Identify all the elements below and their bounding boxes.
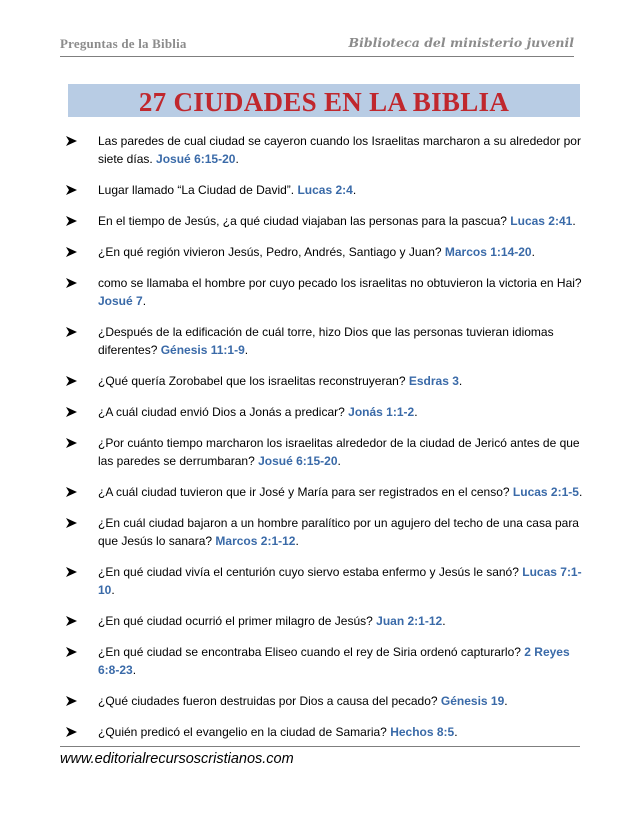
arrow-bullet-icon bbox=[66, 136, 77, 146]
scripture-reference: Marcos 2:1-12 bbox=[215, 534, 296, 548]
question-text: Las paredes de cual ciudad se cayeron cuando los Israelitas marcharon a su alrededor por siete días. bbox=[98, 134, 581, 166]
question-item bbox=[66, 372, 586, 390]
question-item bbox=[66, 643, 586, 679]
reference-end: . bbox=[142, 294, 147, 308]
question-text: ¿En cuál ciudad bajaron a un hombre paralítico por un agujero del techo de una casa para que Jesús lo sanara? bbox=[98, 516, 579, 548]
question-item bbox=[66, 514, 586, 550]
question-item bbox=[66, 403, 586, 421]
scripture-reference: Lucas 2:1-5 bbox=[512, 485, 579, 499]
question-item bbox=[66, 274, 586, 310]
scripture-reference: Lucas 7:1-10 bbox=[98, 565, 582, 597]
scripture-reference: Génesis 19 bbox=[440, 694, 505, 708]
scripture-reference: Génesis 11:1-9 bbox=[160, 343, 245, 357]
reference-end: . bbox=[442, 614, 446, 628]
reference-end: . bbox=[111, 583, 115, 597]
arrow-bullet-icon bbox=[66, 407, 77, 417]
reference-end: . bbox=[244, 343, 249, 357]
question-text: ¿Qué ciudades fueron destruidas por Dios a causa del pecado? bbox=[98, 694, 438, 708]
reference-end: . bbox=[454, 725, 458, 739]
scripture-reference: Hechos 8:5 bbox=[390, 725, 455, 739]
question-item bbox=[66, 612, 586, 630]
scripture-reference: Lucas 2:4 bbox=[297, 183, 353, 197]
question-text: ¿Quién predicó el evangelio en la ciudad de Samaria? bbox=[98, 725, 387, 739]
question-text: Lugar llamado “La Ciudad de David”. bbox=[98, 183, 295, 197]
scripture-reference: Josué 6:15-20 bbox=[258, 454, 338, 468]
arrow-bullet-icon bbox=[66, 185, 77, 195]
reference-end: . bbox=[504, 694, 508, 708]
scripture-reference: Lucas 2:41 bbox=[510, 214, 573, 228]
arrow-bullet-icon bbox=[66, 376, 77, 386]
question-text: ¿En qué ciudad ocurrió el primer milagro de Jesús? bbox=[98, 614, 373, 628]
question-text: ¿Por cuánto tiempo marcharon los israelitas alrededor de la ciudad de Jericó antes de que las paredes se derrumbaran? bbox=[98, 436, 580, 468]
reference-end: . bbox=[337, 454, 341, 468]
question-text: como se llamaba el hombre por cuyo pecado los israelitas no obtuvieron la victoria en Hai? bbox=[98, 276, 582, 290]
question-item bbox=[66, 323, 586, 359]
reference-end: . bbox=[132, 663, 137, 677]
question-item bbox=[66, 212, 586, 230]
title-banner bbox=[68, 84, 580, 117]
page-footer bbox=[60, 746, 580, 767]
reference-end: . bbox=[578, 485, 583, 499]
arrow-bullet-icon bbox=[66, 487, 77, 497]
reference-end: . bbox=[572, 214, 576, 228]
scripture-reference: Josué 7 bbox=[98, 294, 143, 308]
arrow-bullet-icon bbox=[66, 518, 77, 528]
question-item bbox=[66, 483, 586, 501]
scripture-reference: Marcos 1:14-20 bbox=[444, 245, 532, 259]
reference-end: . bbox=[352, 183, 357, 197]
question-text: ¿En qué ciudad vivía el centurión cuyo siervo estaba enfermo y Jesús le sanó? bbox=[98, 565, 519, 579]
question-text: ¿A cuál ciudad tuvieron que ir José y María para ser registrados en el censo? bbox=[98, 485, 510, 499]
header-right-title: Biblioteca del ministerio juvenil bbox=[348, 35, 574, 50]
scripture-reference: Juan 2:1-12 bbox=[376, 614, 443, 628]
question-item bbox=[66, 243, 586, 261]
question-item bbox=[66, 132, 586, 168]
arrow-bullet-icon bbox=[66, 616, 77, 626]
question-item bbox=[66, 181, 586, 199]
question-item bbox=[66, 692, 586, 710]
reference-end: . bbox=[235, 152, 239, 166]
arrow-bullet-icon bbox=[66, 216, 77, 226]
arrow-bullet-icon bbox=[66, 438, 77, 448]
arrow-bullet-icon bbox=[66, 567, 77, 577]
reference-end: . bbox=[295, 534, 299, 548]
arrow-bullet-icon bbox=[66, 727, 77, 737]
question-text: En el tiempo de Jesús, ¿a qué ciudad viajaban las personas para la pascua? bbox=[98, 214, 507, 228]
scripture-reference: Jonás 1:1-2 bbox=[348, 405, 415, 419]
question-text: ¿En qué región vivieron Jesús, Pedro, Andrés, Santiago y Juan? bbox=[98, 245, 442, 259]
question-item bbox=[66, 563, 586, 599]
question-text: ¿Qué quería Zorobabel que los israelitas reconstruyeran? bbox=[98, 374, 406, 388]
arrow-bullet-icon bbox=[66, 647, 77, 657]
question-list bbox=[66, 132, 586, 754]
question-item bbox=[66, 723, 586, 741]
reference-end: . bbox=[531, 245, 535, 259]
reference-end: . bbox=[414, 405, 418, 419]
question-text: ¿A cuál ciudad envió Dios a Jonás a predicar? bbox=[98, 405, 345, 419]
question-text: ¿En qué ciudad se encontraba Eliseo cuando el rey de Siria ordenó capturarlo? bbox=[98, 645, 521, 659]
question-text: ¿Después de la edificación de cuál torre, hizo Dios que las personas tuvieran idiomas diferentes? bbox=[98, 325, 554, 357]
scripture-reference: 2 Reyes 6:8-23 bbox=[98, 645, 570, 677]
scripture-reference: Esdras 3 bbox=[408, 374, 459, 388]
question-item bbox=[66, 434, 586, 470]
page-title: 27 CIUDADES EN LA BIBLIA bbox=[138, 87, 510, 117]
header-left-title: Preguntas de la Biblia bbox=[60, 36, 187, 51]
arrow-bullet-icon bbox=[66, 327, 77, 337]
arrow-bullet-icon bbox=[66, 696, 77, 706]
reference-end: . bbox=[458, 374, 463, 388]
scripture-reference: Josué 6:15-20 bbox=[156, 152, 236, 166]
arrow-bullet-icon bbox=[66, 278, 77, 288]
arrow-bullet-icon bbox=[66, 247, 77, 257]
page-header bbox=[60, 30, 574, 57]
footer-url: www.editorialrecursoscristianos.com bbox=[60, 751, 294, 767]
